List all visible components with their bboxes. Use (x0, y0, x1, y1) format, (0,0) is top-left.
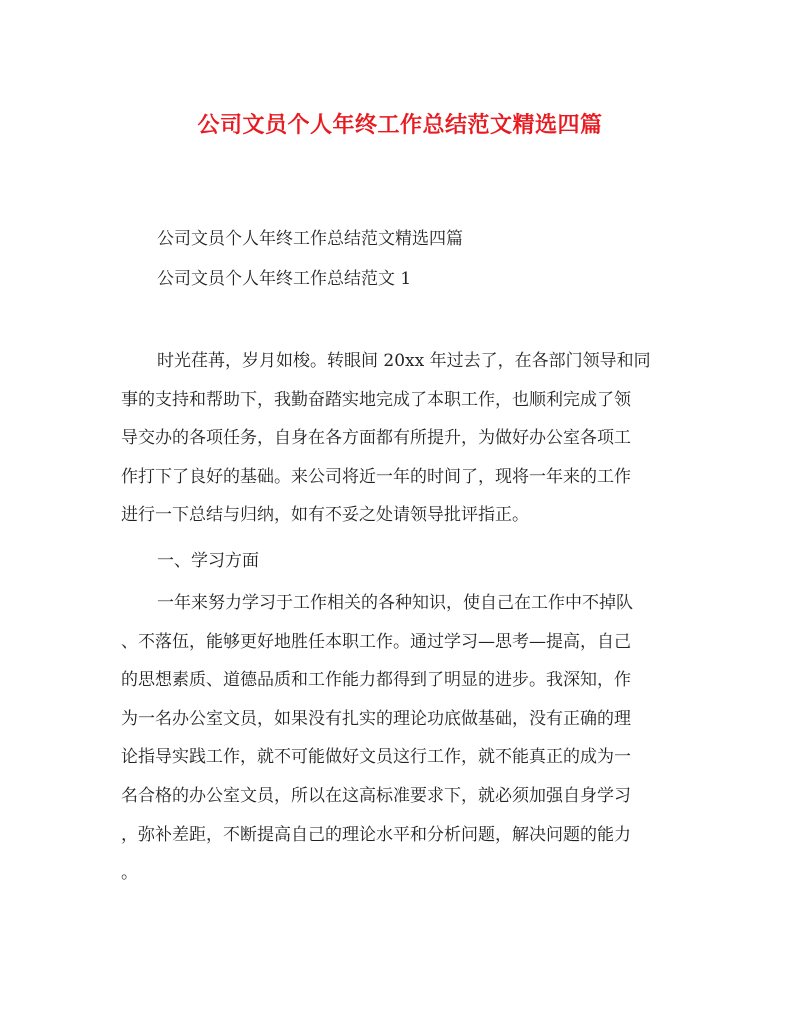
paragraph-line: 、不落伍，能够更好地胜任本职工作。通过学习—思考—提高，自己 (121, 631, 631, 652)
paragraph-line: 作打下了良好的基础。来公司将近一年的时间了，现将一年来的工作 (121, 466, 631, 487)
paragraph-line: 事的支持和帮助下，我勤奋踏实地完成了本职工作，也顺利完成了领 (121, 389, 631, 410)
paragraph-study (121, 584, 681, 893)
paragraph-line: 。 (121, 863, 138, 884)
paragraph-line: 论指导实践工作，就不可能做好文员这行工作，就不能真正的成为一 (121, 747, 631, 768)
section-heading-study: 一、学习方面 (157, 551, 259, 571)
paragraph-line: 名合格的办公室文员，所以在这高标准要求下，就必须加强自身学习 (121, 785, 631, 806)
paragraph-line: 为一名办公室文员，如果没有扎实的理论功底做基础，没有正确的理 (121, 708, 631, 729)
paragraph-line: 导交办的各项任务，自身在各方面都有所提升，为做好办公室各项工 (121, 428, 631, 449)
subheading-collection: 公司文员个人年终工作总结范文精选四篇 (157, 229, 463, 249)
paragraph-line: 进行一下总结与归纳，如有不妥之处请领导批评指正。 (121, 505, 529, 526)
document-title: 公司文员个人年终工作总结范文精选四篇 (197, 112, 603, 138)
paragraph-intro (121, 342, 681, 535)
paragraph-line: 一年来努力学习于工作相关的各种知识，使自己在工作中不掉队 (157, 593, 633, 613)
paragraph-line: 的思想素质、道德品质和工作能力都得到了明显的进步。我深知，作 (121, 670, 631, 691)
paragraph-line: 时光荏苒，岁月如梭。转眼间 20xx 年过去了，在各部门领导和同 (157, 351, 651, 371)
subheading-article-1: 公司文员个人年终工作总结范文 1 (157, 269, 412, 289)
paragraph-line: ，弥补差距，不断提高自己的理论水平和分析问题，解决问题的能力 (121, 824, 631, 845)
